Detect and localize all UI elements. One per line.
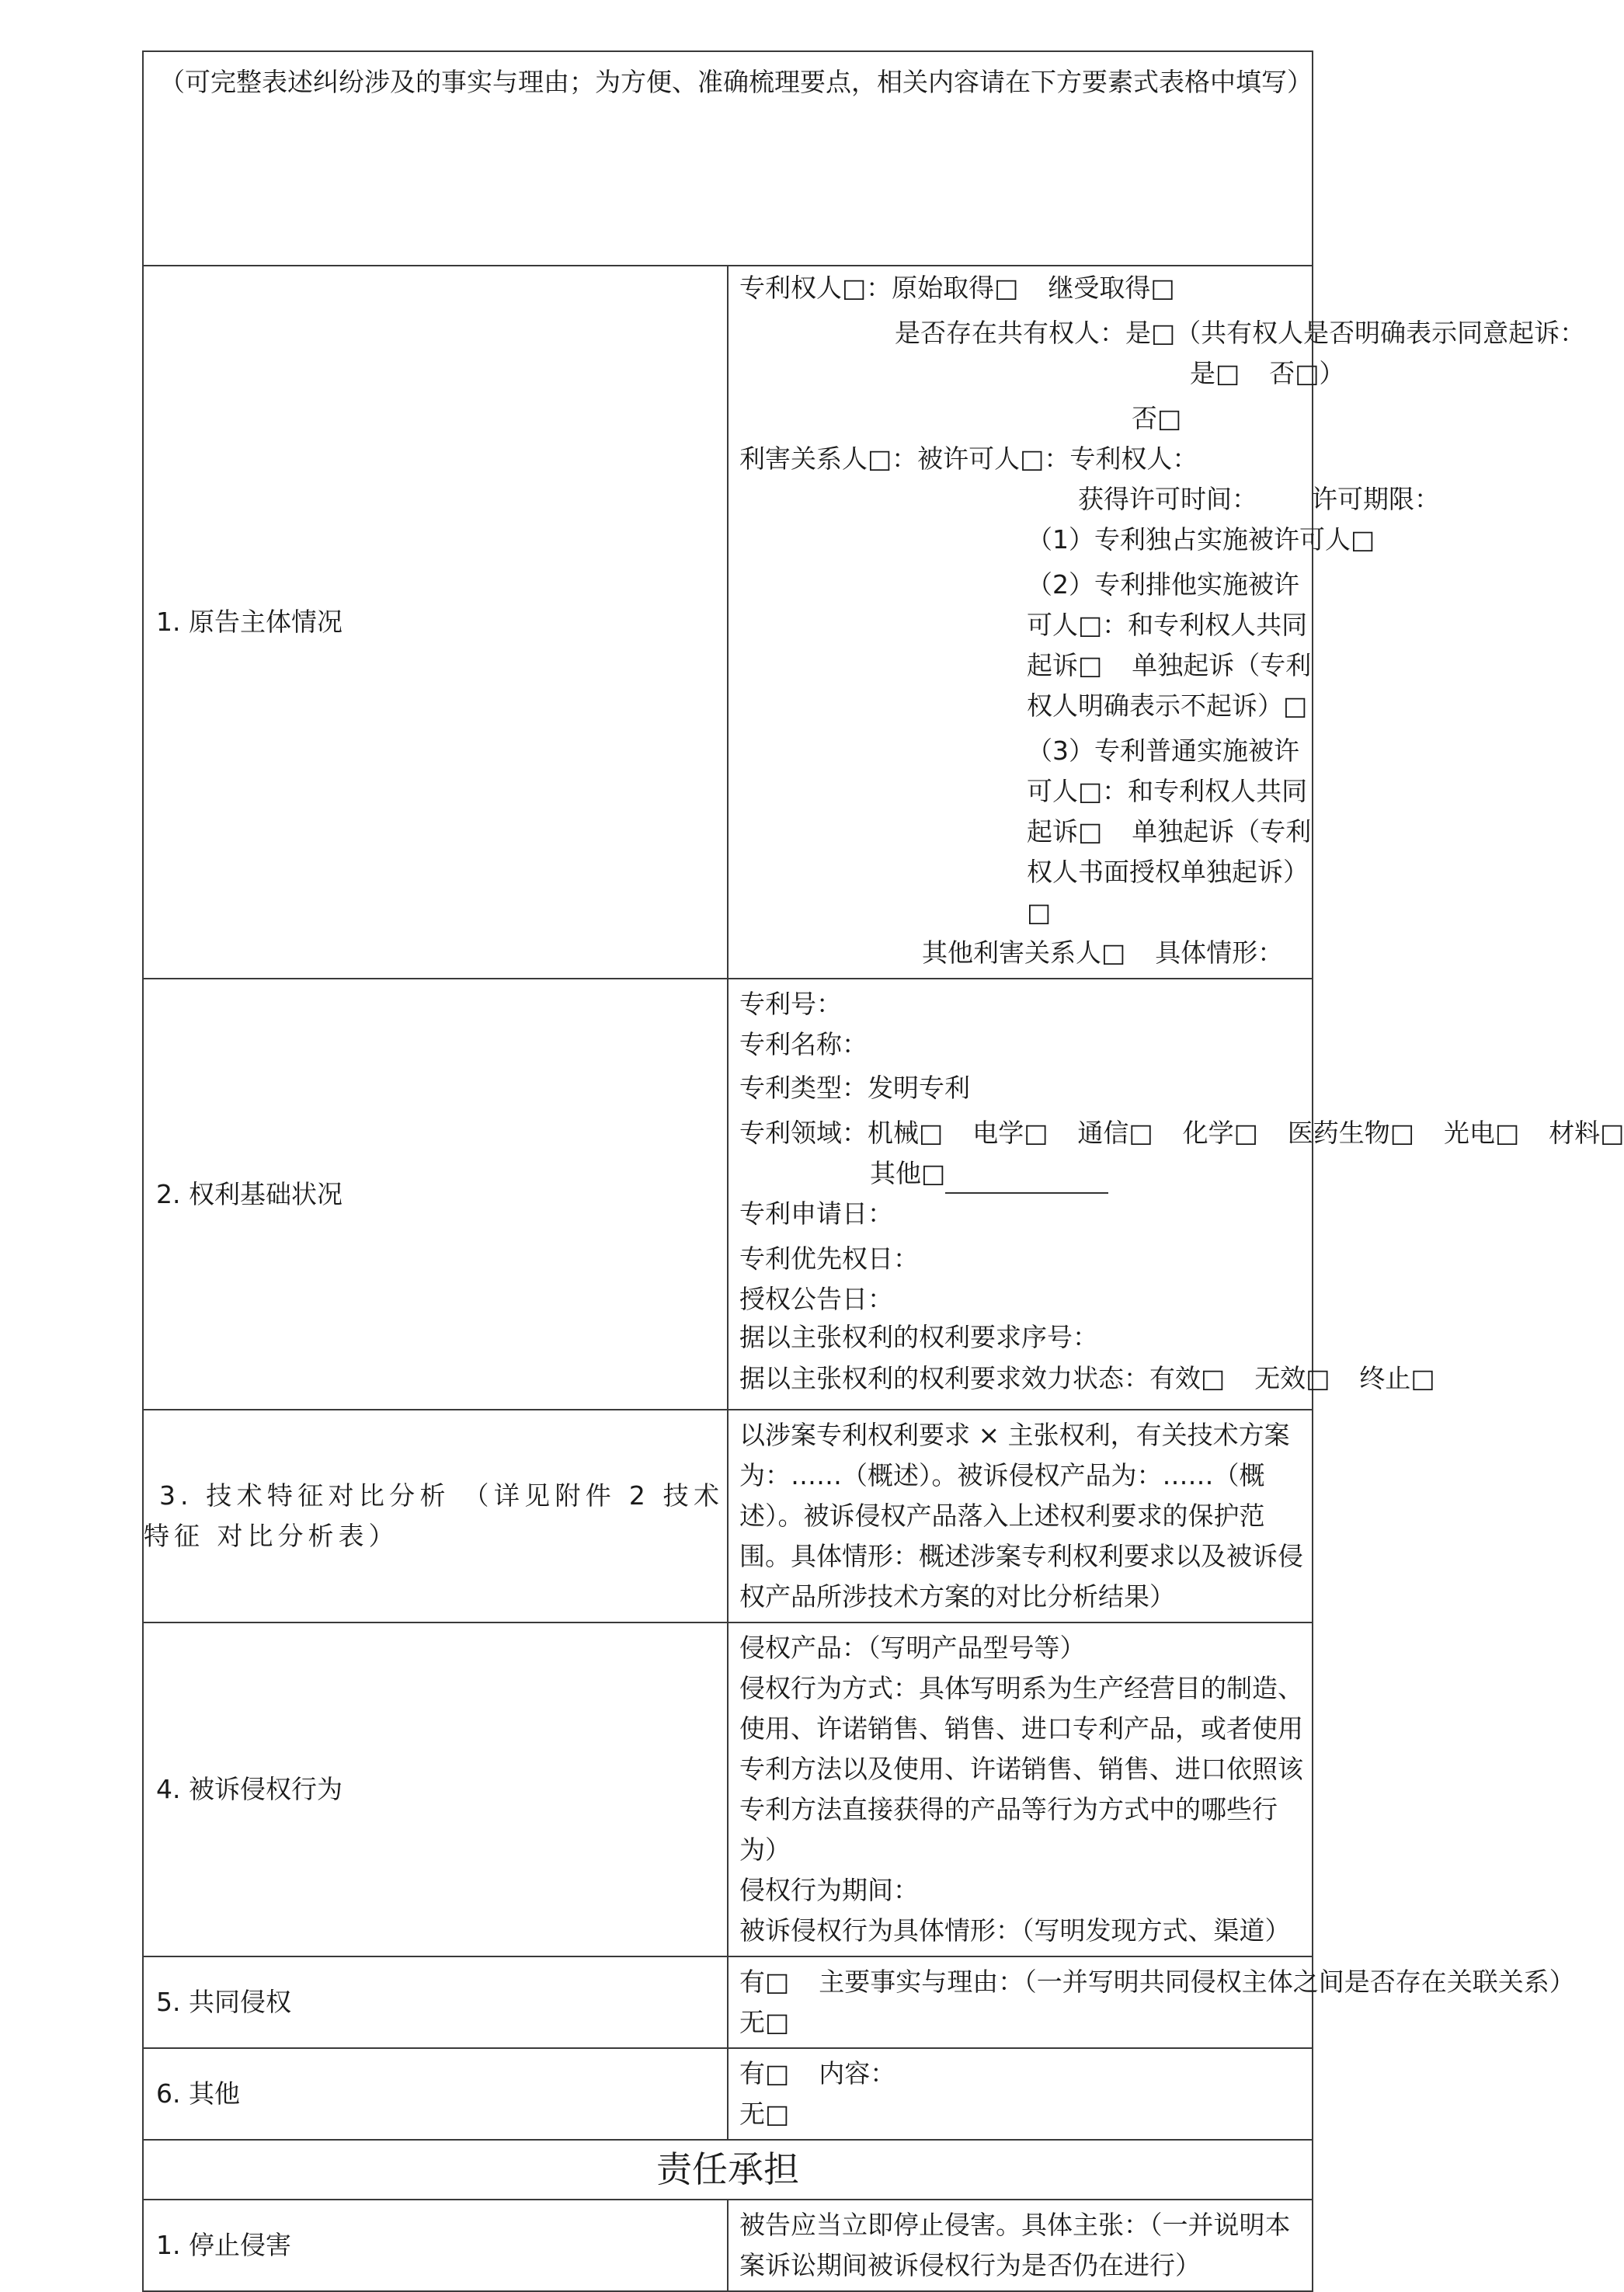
claim-status-invalid[interactable]: 无效□ (1254, 1363, 1330, 1393)
patentee-original[interactable]: 专利权人□：原始取得□ (739, 273, 1019, 303)
infringing-product[interactable]: 侵权产品：（写明产品型号等） (739, 1633, 1086, 1663)
field-label: 专利领域： (739, 1118, 868, 1148)
label-other (143, 2048, 728, 2140)
other-interested-party[interactable]: 其他利害关系人□ (922, 937, 1126, 968)
label-infringement (143, 1622, 728, 1956)
row-liability-title (143, 2140, 1313, 2200)
row-plaintiff (143, 266, 1313, 979)
line-patentee (739, 268, 1312, 308)
field-mechanical[interactable]: 机械□ (868, 1118, 944, 1148)
label-plaintiff-text: 1. 原告主体情况 (156, 607, 343, 637)
field-electrical[interactable]: 电学□ (972, 1118, 1048, 1148)
sole-licensee[interactable]: （2）专利排他实施被许可人□：和专利权人共同起诉□ (1027, 569, 1308, 680)
field-other[interactable]: 其他□ (870, 1158, 946, 1188)
label-right-basis (143, 979, 728, 1410)
line-sole (739, 560, 1312, 726)
claim-status (739, 1355, 1435, 1399)
sole-licensee-alone[interactable]: 单独起诉（专利权人明确表示不起诉）□ (1027, 650, 1312, 721)
patent-field (739, 1108, 1624, 1153)
other-no[interactable]: 无□ (739, 2099, 790, 2129)
line-other-party (739, 933, 1312, 973)
general-licensee-alone[interactable]: 单独起诉（专利权人书面授权单独起诉）□ (1027, 816, 1312, 927)
stop-infringement-text: 被告应当立即停止侵害。具体主张：（一并说明本案诉讼期间被诉侵权行为是否仍在进行） (739, 2210, 1291, 2280)
line-co-owner-consent (739, 353, 1345, 394)
interested-party[interactable]: 利害关系人□：被许可人□：专利权人： (739, 443, 1198, 474)
line-interested-party (739, 439, 1312, 479)
value-stop-infringement[interactable] (728, 2200, 1313, 2291)
value-infringement[interactable] (728, 1622, 1313, 1956)
joint-yes-line (739, 1962, 1575, 2002)
co-owner-yes[interactable]: 是否存在共有权人：是□（共有权人是否明确表示同意起诉： (895, 318, 1586, 348)
patent-name[interactable]: 专利名称： (739, 1029, 868, 1059)
value-joint-infringement[interactable] (728, 1956, 1575, 2048)
row-joint-infringement (143, 1956, 1313, 2048)
line-license-time (739, 479, 1440, 520)
row-other (143, 2048, 1313, 2140)
line-co-owner (739, 308, 1586, 353)
patent-type[interactable]: 专利类型：发明专利 (739, 1073, 970, 1103)
patent-field-other (739, 1153, 1312, 1194)
label-right-basis-text: 2. 权利基础状况 (156, 1178, 343, 1209)
infringing-manner[interactable]: 侵权行为方式：具体写明系为生产经营目的制造、使用、许诺销售、销售、进口专利产品，或者使用专利方法以及使用、许诺销售、销售、进口依照该专利方法直接获得的产品等行为方式中的哪些行为） (739, 1673, 1303, 1865)
other-yes[interactable]: 有□ (739, 2058, 790, 2089)
label-stop-infringement (143, 2200, 728, 2291)
label-joint-infringement (143, 1956, 728, 2048)
label-joint-infringement-text: 5. 共同侵权 (156, 1987, 291, 2017)
label-other-text: 6. 其他 (156, 2078, 240, 2109)
label-tech-comparison-text: 3. 技术特征对比分析 （详见附件 2 技术特征 对比分析表） (144, 1480, 724, 1551)
liability-title (143, 2140, 1313, 2200)
apply-date[interactable]: 专利申请日： (739, 1198, 893, 1229)
intro-text: （可完整表述纠纷涉及的事实与理由；为方便、准确梳理要点，相关内容请在下方要素式表格中填写） (159, 67, 1313, 97)
joint-no[interactable]: 无□ (739, 2007, 790, 2037)
label-stop-infringement-text: 1. 停止侵害 (156, 2230, 291, 2260)
license-time: 获得许可时间： (1078, 484, 1257, 514)
line-exclusive (739, 520, 1375, 560)
value-right-basis[interactable] (728, 979, 1624, 1410)
intro-row (143, 51, 1313, 266)
joint-reason: 主要事实与理由：（一并写明共同侵权主体之间是否存在关联关系） (819, 1967, 1575, 1997)
other-content: 内容： (819, 2058, 896, 2089)
row-stop-infringement (143, 2200, 1313, 2291)
patentee-inherited[interactable]: 继受取得□ (1048, 273, 1175, 303)
row-tech-comparison (143, 1410, 1313, 1622)
claim-status-label: 据以主张权利的权利要求效力状态： (739, 1363, 1149, 1393)
value-other[interactable] (728, 2048, 1313, 2140)
priority-date[interactable]: 专利优先权日： (739, 1243, 919, 1274)
co-owner-no[interactable]: 否□ (1132, 403, 1182, 433)
field-biomedical[interactable]: 医药生物□ (1287, 1118, 1414, 1148)
line-general (739, 726, 1312, 933)
license-term: 许可期限： (1312, 484, 1440, 514)
label-plaintiff (143, 266, 728, 979)
field-other-input[interactable] (945, 1163, 1108, 1194)
label-tech-comparison (143, 1410, 728, 1622)
other-yes-line (739, 2054, 1312, 2094)
row-infringement (143, 1622, 1313, 1956)
liability-title-text: 责任承担 (656, 2148, 799, 2190)
line-co-owner-no (739, 394, 1312, 439)
joint-yes[interactable]: 有□ (739, 1967, 790, 1997)
other-detail: 具体情形： (1155, 937, 1284, 968)
value-tech-comparison[interactable] (728, 1410, 1313, 1622)
claim-status-terminated[interactable]: 终止□ (1359, 1363, 1435, 1393)
consent-yes[interactable]: 是□ (1190, 358, 1240, 388)
field-optoelectronic[interactable]: 光电□ (1443, 1118, 1520, 1148)
claim-no[interactable]: 据以主张权利的权利要求序号： (739, 1322, 1098, 1352)
claim-status-valid[interactable]: 有效□ (1149, 1363, 1226, 1393)
grant-date[interactable]: 授权公告日： (739, 1284, 893, 1314)
infringing-period[interactable]: 侵权行为期间： (739, 1875, 919, 1905)
tech-comparison-text: 以涉案专利权利要求 × 主张权利，有关技术方案为：……（概述）。被诉侵权产品为：……（概述）。被诉侵权产品落入上述权利要求的保护范围。具体情形：概述涉案专利权利要求以及被诉侵权产品所涉技术方案的对比分析结果） (739, 1420, 1303, 1612)
exclusive-licensee[interactable]: （1）专利独占实施被许可人□ (1027, 524, 1375, 555)
value-plaintiff[interactable] (728, 266, 1586, 979)
intro-cell[interactable] (143, 51, 1313, 266)
field-communication[interactable]: 通信□ (1077, 1118, 1153, 1148)
general-licensee[interactable]: （3）专利普通实施被许可人□：和专利权人共同起诉□ (1027, 736, 1308, 847)
complaint-form-table (142, 50, 1624, 2292)
field-chemistry[interactable]: 化学□ (1182, 1118, 1258, 1148)
patent-no[interactable]: 专利号： (739, 989, 842, 1019)
row-right-basis (143, 979, 1313, 1410)
consent-no[interactable]: 否□） (1269, 358, 1345, 388)
label-infringement-text: 4. 被诉侵权行为 (156, 1774, 343, 1804)
field-materials[interactable]: 材料□ (1549, 1118, 1624, 1148)
infringing-detail[interactable]: 被诉侵权行为具体情形：（写明发现方式、渠道） (739, 1915, 1291, 1946)
